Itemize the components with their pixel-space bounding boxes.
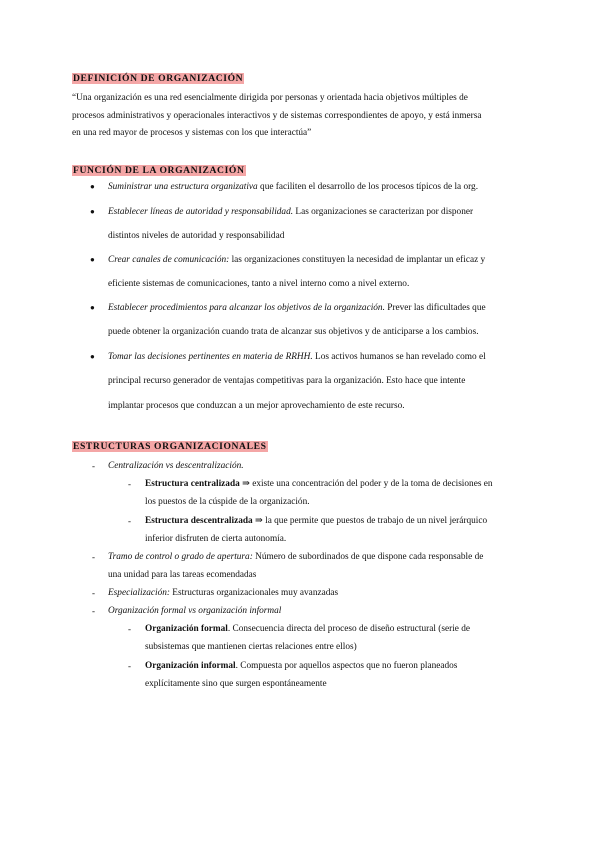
bullet-icon: ● bbox=[90, 182, 95, 191]
funcion-item-2-cont: distintos niveles de autoridad y responsabilidad bbox=[108, 231, 285, 241]
funcion-item-2: Establecer líneas de autoridad y responsabilidad. Las organizaciones se caracterizan por disponer bbox=[108, 207, 474, 217]
heading-funcion: FUNCIÓN DE LA ORGANIZACIÓN bbox=[73, 165, 245, 176]
funcion-item-4: Establecer procedimientos para alcanzar los objetivos de la organización. Prever las dificultades que bbox=[108, 303, 486, 313]
heading-estructuras: ESTRUCTURAS ORGANIZACIONALES bbox=[73, 441, 267, 452]
formal-item: Organización formal. Consecuencia directa del proceso de diseño estructural (serie de bbox=[145, 624, 471, 634]
heading-definicion: DEFINICIÓN DE ORGANIZACIÓN bbox=[73, 73, 244, 84]
funcion-item-5: Tomar las decisiones pertinentes en materia de RRHH. Los activos humanos se han revelado como el bbox=[108, 352, 486, 362]
informal-item: Organización informal. Compuesta por aquellos aspectos que no fueron planeados bbox=[145, 661, 458, 671]
informal-item-cont: explícitamente sino que surgen espontáneamente bbox=[145, 679, 327, 689]
dash-marker: - bbox=[128, 661, 131, 671]
definicion-line-2: procesos administrativos y operacionales interactivos y de sistemas correspondientes de apoyo, y está inmersa bbox=[72, 111, 482, 121]
estructuras-tramo-cont: una unidad para las tareas ecomendadas bbox=[108, 570, 257, 580]
funcion-item-3: Crear canales de comunicación: las organizaciones constituyen la necesidad de implantar un eficaz y bbox=[108, 255, 486, 265]
definicion-line-1: “Una organización es una red esencialmente dirigida por personas y orientada hacia objetivos múltiples de bbox=[72, 93, 468, 103]
funcion-item-5-cont-1: principal recurso generador de ventajas competitivas para la organización. Esto hace que intente bbox=[108, 376, 466, 386]
dash-marker: - bbox=[128, 479, 131, 489]
centralizada-item-cont: los puestos de la cúspide de la organización. bbox=[145, 497, 310, 507]
dash-marker: - bbox=[92, 552, 95, 562]
definicion-line-3: en una red mayor de procesos y sistemas con los que interactúa” bbox=[72, 128, 312, 138]
bullet-icon: ● bbox=[90, 303, 95, 312]
estructuras-tramo: Tramo de control o grado de apertura: Número de subordinados de que dispone cada responsable de bbox=[108, 552, 484, 562]
bullet-icon: ● bbox=[90, 352, 95, 361]
bullet-icon: ● bbox=[90, 255, 95, 264]
dash-marker: - bbox=[128, 624, 131, 634]
dash-marker: - bbox=[92, 461, 95, 471]
centralizada-item: Estructura centralizada ⇒ existe una concentración del poder y de la toma de decisiones en bbox=[145, 479, 493, 489]
dash-marker: - bbox=[92, 588, 95, 598]
funcion-item-5-cont-2: implantar procesos que conduzcan a un mejor aprovechamiento de este recurso. bbox=[108, 401, 405, 411]
funcion-item-4-cont: puede obtener la organización cuando trata de alcanzar sus objetivos y de anticiparse a los cambios. bbox=[108, 327, 479, 337]
dash-marker: - bbox=[92, 606, 95, 616]
descentralizada-item-cont: inferior disfruten de cierta autonomía. bbox=[145, 534, 287, 544]
estructuras-especializacion: Especialización: Estructuras organizacionales muy avanzadas bbox=[108, 588, 339, 598]
funcion-item-1: Suministrar una estructura organizativa que faciliten el desarrollo de los procesos típicos de la org. bbox=[108, 182, 479, 192]
dash-marker: - bbox=[128, 516, 131, 526]
bullet-icon: ● bbox=[90, 207, 95, 216]
estructuras-centralizacion: Centralización vs descentralización. bbox=[108, 461, 244, 471]
funcion-item-3-cont: eficiente sistemas de comunicaciones, tanto a nivel interno como a nivel externo. bbox=[108, 279, 410, 289]
formal-item-cont: subsistemas que mantienen ciertas relaciones entre ellos) bbox=[145, 642, 357, 652]
estructuras-formal: Organización formal vs organización informal bbox=[108, 606, 282, 616]
descentralizada-item: Estructura descentralizada ⇒ la que permite que puestos de trabajo de un nivel jerárquico bbox=[145, 516, 488, 526]
